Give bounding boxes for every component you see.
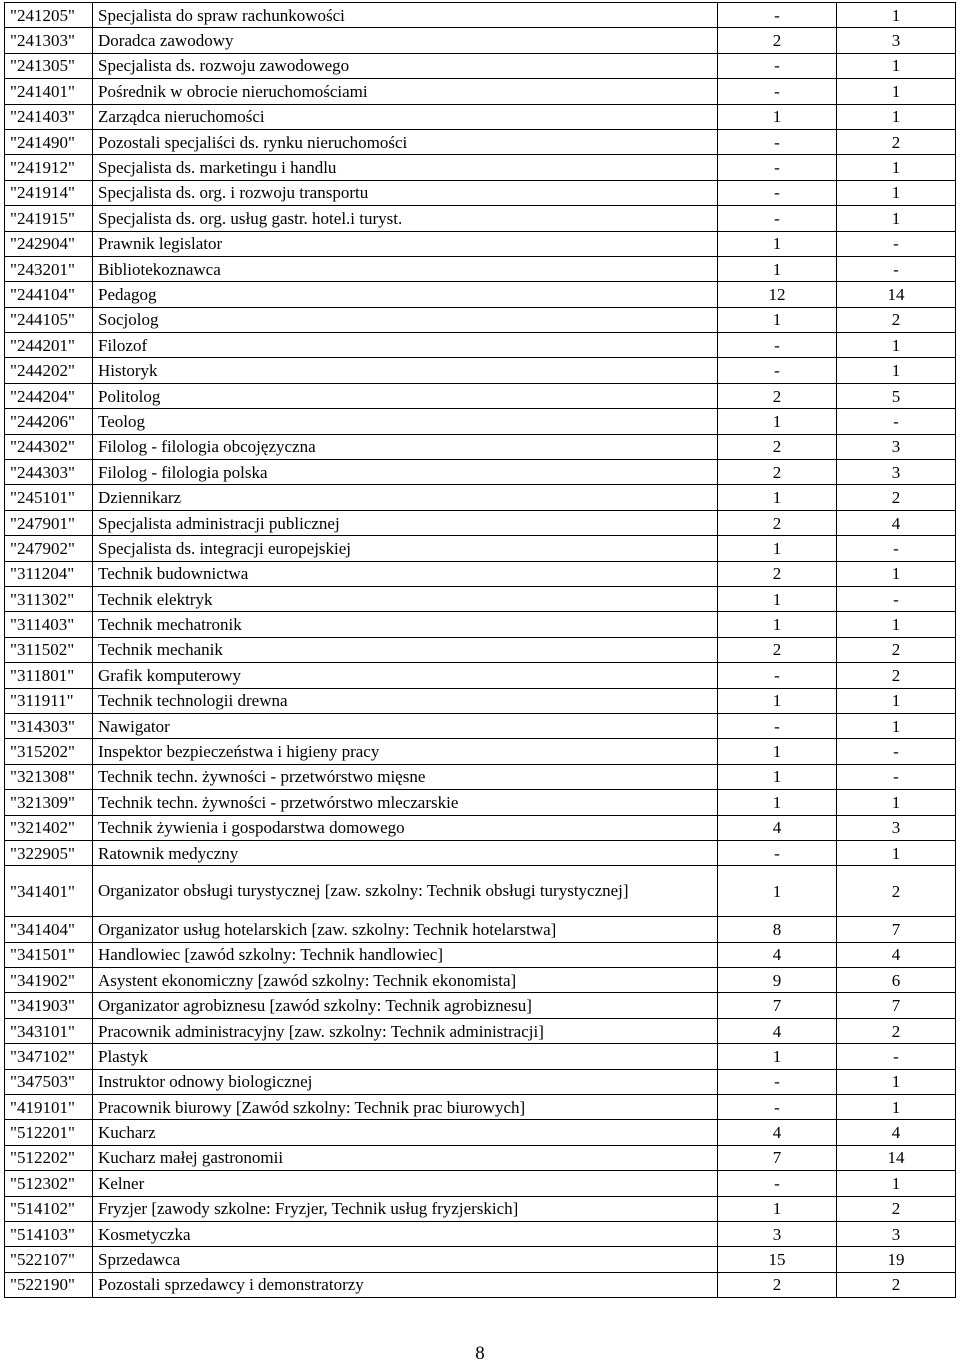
count-column-2-cell: 2 [837,307,956,332]
count-column-2-cell: 1 [837,180,956,205]
count-column-2-cell: 1 [837,333,956,358]
occupation-name-cell: Specjalista do spraw rachunkowości [93,3,718,28]
occupation-name-cell: Pozostali sprzedawcy i demonstratorzy [93,1272,718,1297]
occupations-table-body [5,3,956,1298]
occupation-code-cell: "241305" [5,53,93,78]
table-row [5,1171,956,1196]
occupation-name-cell: Technik żywienia i gospodarstwa domowego [93,815,718,840]
count-column-2-cell: - [837,764,956,789]
occupation-code-cell: "241205" [5,3,93,28]
occupation-code-cell: "311403" [5,612,93,637]
occupation-name-cell: Technik techn. żywności - przetwórstwo mięsne [93,764,718,789]
count-column-1-cell: 1 [718,307,837,332]
table-row [5,79,956,104]
count-column-2-cell: 2 [837,1196,956,1221]
occupation-code-cell: "314303" [5,713,93,738]
table-row [5,663,956,688]
occupation-code-cell: "522107" [5,1247,93,1272]
table-row [5,764,956,789]
count-column-1-cell: 7 [718,1145,837,1170]
occupation-name-cell: Politolog [93,383,718,408]
count-column-1-cell: 1 [718,764,837,789]
count-column-2-cell: 4 [837,510,956,535]
table-row [5,942,956,967]
occupation-code-cell: "311502" [5,637,93,662]
count-column-1-cell: - [718,1095,837,1120]
occupation-code-cell: "241915" [5,206,93,231]
count-column-1-cell: 1 [718,231,837,256]
occupation-code-cell: "242904" [5,231,93,256]
count-column-2-cell: 1 [837,1069,956,1094]
table-row [5,1120,956,1145]
occupation-code-cell: "241401" [5,79,93,104]
occupation-code-cell: "322905" [5,840,93,865]
count-column-2-cell: 14 [837,1145,956,1170]
count-column-2-cell: 2 [837,637,956,662]
count-column-2-cell: 1 [837,3,956,28]
count-column-1-cell: 15 [718,1247,837,1272]
occupation-name-cell: Technik elektryk [93,586,718,611]
occupation-name-cell: Technik technologii drewna [93,688,718,713]
table-row [5,333,956,358]
table-row [5,256,956,281]
occupations-table [4,2,956,1298]
occupation-code-cell: "241914" [5,180,93,205]
count-column-1-cell: 2 [718,383,837,408]
occupation-name-cell: Organizator usług hotelarskich [zaw. szkolny: Technik hotelarstwa] [93,917,718,942]
count-column-2-cell: 6 [837,968,956,993]
count-column-1-cell: 1 [718,1196,837,1221]
count-column-1-cell: 2 [718,510,837,535]
occupation-name-cell: Technik budownictwa [93,561,718,586]
occupation-code-cell: "514102" [5,1196,93,1221]
occupation-code-cell: "247902" [5,536,93,561]
occupation-code-cell: "311302" [5,586,93,611]
occupation-name-cell: Plastyk [93,1044,718,1069]
count-column-1-cell: 1 [718,586,837,611]
count-column-2-cell: - [837,586,956,611]
occupation-code-cell: "244105" [5,307,93,332]
count-column-1-cell: - [718,129,837,154]
count-column-1-cell: 2 [718,28,837,53]
count-column-2-cell: 3 [837,1221,956,1246]
occupation-name-cell: Pedagog [93,282,718,307]
count-column-1-cell: - [718,840,837,865]
occupation-code-cell: "244206" [5,409,93,434]
count-column-2-cell: 7 [837,917,956,942]
table-row [5,510,956,535]
count-column-1-cell: 2 [718,460,837,485]
count-column-1-cell: 7 [718,993,837,1018]
count-column-2-cell: 19 [837,1247,956,1272]
count-column-2-cell: 4 [837,1120,956,1145]
count-column-2-cell: 1 [837,713,956,738]
count-column-2-cell: 1 [837,104,956,129]
occupation-name-cell: Ratownik medyczny [93,840,718,865]
table-row [5,383,956,408]
occupation-name-cell: Historyk [93,358,718,383]
count-column-1-cell: 1 [718,1044,837,1069]
table-row [5,1018,956,1043]
occupation-name-cell: Nawigator [93,713,718,738]
count-column-2-cell: 1 [837,1095,956,1120]
occupation-code-cell: "311204" [5,561,93,586]
occupation-name-cell: Filolog - filologia polska [93,460,718,485]
occupation-name-cell: Pośrednik w obrocie nieruchomościami [93,79,718,104]
occupation-code-cell: "245101" [5,485,93,510]
occupation-name-cell: Zarządca nieruchomości [93,104,718,129]
occupation-name-cell: Filozof [93,333,718,358]
count-column-2-cell: 3 [837,434,956,459]
count-column-1-cell: 2 [718,561,837,586]
occupation-name-cell: Specjalista ds. org. usług gastr. hotel.i turyst. [93,206,718,231]
occupation-code-cell: "512202" [5,1145,93,1170]
table-row [5,104,956,129]
count-column-2-cell: 14 [837,282,956,307]
occupation-code-cell: "341501" [5,942,93,967]
table-row [5,53,956,78]
table-row [5,1196,956,1221]
table-row [5,206,956,231]
count-column-1-cell: - [718,333,837,358]
count-column-1-cell: - [718,53,837,78]
count-column-1-cell: 1 [718,739,837,764]
table-row [5,358,956,383]
count-column-1-cell: - [718,206,837,231]
table-row [5,993,956,1018]
occupation-code-cell: "341404" [5,917,93,942]
occupation-code-cell: "244104" [5,282,93,307]
occupation-code-cell: "311801" [5,663,93,688]
count-column-1-cell: 9 [718,968,837,993]
table-row [5,28,956,53]
occupation-code-cell: "244303" [5,460,93,485]
table-row [5,688,956,713]
table-row [5,485,956,510]
occupation-code-cell: "347102" [5,1044,93,1069]
occupation-code-cell: "243201" [5,256,93,281]
count-column-1-cell: 4 [718,942,837,967]
occupation-name-cell: Doradca zawodowy [93,28,718,53]
count-column-2-cell: 1 [837,53,956,78]
table-row [5,739,956,764]
count-column-1-cell: 1 [718,688,837,713]
occupation-name-cell: Technik mechanik [93,637,718,662]
table-row [5,409,956,434]
occupation-name-cell: Specjalista ds. org. i rozwoju transportu [93,180,718,205]
table-row [5,1221,956,1246]
count-column-1-cell: - [718,1171,837,1196]
count-column-1-cell: 4 [718,815,837,840]
count-column-2-cell: 1 [837,155,956,180]
count-column-2-cell: 1 [837,206,956,231]
count-column-1-cell: 4 [718,1018,837,1043]
count-column-2-cell: 1 [837,840,956,865]
table-row [5,917,956,942]
occupation-code-cell: "514103" [5,1221,93,1246]
table-row [5,713,956,738]
table-row [5,129,956,154]
count-column-1-cell: - [718,180,837,205]
occupation-code-cell: "311911" [5,688,93,713]
table-row [5,637,956,662]
count-column-1-cell: 2 [718,1272,837,1297]
count-column-1-cell: 2 [718,637,837,662]
table-row [5,1247,956,1272]
table-row [5,561,956,586]
table-row [5,790,956,815]
occupation-name-cell: Handlowiec [zawód szkolny: Technik handlowiec] [93,942,718,967]
occupation-code-cell: "419101" [5,1095,93,1120]
count-column-1-cell: - [718,713,837,738]
count-column-1-cell: 1 [718,790,837,815]
count-column-1-cell: 1 [718,536,837,561]
occupation-code-cell: "321308" [5,764,93,789]
occupation-code-cell: "244204" [5,383,93,408]
occupation-name-cell: Pozostali specjaliści ds. rynku nieruchomości [93,129,718,154]
count-column-2-cell: 2 [837,663,956,688]
table-row [5,866,956,917]
occupation-code-cell: "341903" [5,993,93,1018]
occupation-code-cell: "241403" [5,104,93,129]
occupation-code-cell: "241303" [5,28,93,53]
table-row [5,1095,956,1120]
occupation-name-cell: Kelner [93,1171,718,1196]
table-row [5,1272,956,1297]
count-column-2-cell: 3 [837,460,956,485]
count-column-1-cell: - [718,358,837,383]
table-row [5,815,956,840]
count-column-2-cell: - [837,231,956,256]
occupation-name-cell: Fryzjer [zawody szkolne: Fryzjer, Technik usług fryzjerskich] [93,1196,718,1221]
count-column-1-cell: 1 [718,409,837,434]
count-column-1-cell: 1 [718,866,837,917]
occupation-name-cell: Teolog [93,409,718,434]
table-row [5,434,956,459]
occupation-code-cell: "341902" [5,968,93,993]
occupation-name-cell: Specjalista ds. integracji europejskiej [93,536,718,561]
count-column-2-cell: - [837,536,956,561]
occupation-name-cell: Specjalista ds. rozwoju zawodowego [93,53,718,78]
occupation-name-cell: Socjolog [93,307,718,332]
count-column-1-cell: 2 [718,434,837,459]
table-row [5,1044,956,1069]
occupation-name-cell: Filolog - filologia obcojęzyczna [93,434,718,459]
count-column-2-cell: - [837,256,956,281]
count-column-1-cell: 1 [718,256,837,281]
occupation-code-cell: "321309" [5,790,93,815]
table-row [5,536,956,561]
occupation-name-cell: Technik mechatronik [93,612,718,637]
count-column-1-cell: 1 [718,485,837,510]
count-column-2-cell: 1 [837,358,956,383]
occupation-code-cell: "343101" [5,1018,93,1043]
occupation-name-cell: Grafik komputerowy [93,663,718,688]
occupation-name-cell: Asystent ekonomiczny [zawód szkolny: Technik ekonomista] [93,968,718,993]
count-column-2-cell: 7 [837,993,956,1018]
occupation-name-cell: Kucharz małej gastronomii [93,1145,718,1170]
occupation-code-cell: "315202" [5,739,93,764]
count-column-2-cell: 2 [837,1018,956,1043]
occupation-code-cell: "522190" [5,1272,93,1297]
occupation-name-cell: Organizator agrobiznesu [zawód szkolny: Technik agrobiznesu] [93,993,718,1018]
table-row [5,586,956,611]
occupation-code-cell: "341401" [5,866,93,917]
table-row [5,612,956,637]
occupation-name-cell: Specjalista ds. marketingu i handlu [93,155,718,180]
table-row [5,231,956,256]
table-row [5,155,956,180]
occupation-name-cell: Prawnik legislator [93,231,718,256]
table-row [5,282,956,307]
occupation-name-cell: Kucharz [93,1120,718,1145]
count-column-2-cell: 1 [837,612,956,637]
table-row [5,180,956,205]
occupation-code-cell: "512201" [5,1120,93,1145]
occupation-name-cell: Sprzedawca [93,1247,718,1272]
count-column-2-cell: 2 [837,485,956,510]
occupation-name-cell: Inspektor bezpieczeństwa i higieny pracy [93,739,718,764]
occupation-code-cell: "241490" [5,129,93,154]
occupation-name-cell: Organizator obsługi turystycznej [zaw. szkolny: Technik obsługi turystycznej] [93,866,718,917]
count-column-1-cell: - [718,79,837,104]
count-column-2-cell: - [837,739,956,764]
occupation-code-cell: "241912" [5,155,93,180]
count-column-2-cell: 5 [837,383,956,408]
table-row [5,3,956,28]
table-row [5,307,956,332]
count-column-2-cell: - [837,1044,956,1069]
count-column-2-cell: 1 [837,79,956,104]
occupation-code-cell: "244201" [5,333,93,358]
count-column-1-cell: 4 [718,1120,837,1145]
count-column-1-cell: 1 [718,612,837,637]
count-column-2-cell: 4 [837,942,956,967]
occupation-name-cell: Bibliotekoznawca [93,256,718,281]
count-column-1-cell: - [718,1069,837,1094]
table-row [5,840,956,865]
count-column-1-cell: 3 [718,1221,837,1246]
count-column-1-cell: 12 [718,282,837,307]
occupation-name-cell: Pracownik administracyjny [zaw. szkolny: Technik administracji] [93,1018,718,1043]
occupation-code-cell: "244302" [5,434,93,459]
occupation-name-cell: Specjalista administracji publicznej [93,510,718,535]
table-row [5,460,956,485]
table-row [5,1145,956,1170]
count-column-1-cell: - [718,155,837,180]
count-column-2-cell: 1 [837,561,956,586]
page-number: 8 [475,1343,485,1364]
count-column-2-cell: 3 [837,815,956,840]
count-column-2-cell: 3 [837,28,956,53]
count-column-2-cell: - [837,409,956,434]
count-column-1-cell: - [718,3,837,28]
occupation-name-cell: Pracownik biurowy [Zawód szkolny: Technik prac biurowych] [93,1095,718,1120]
count-column-2-cell: 1 [837,688,956,713]
occupation-code-cell: "244202" [5,358,93,383]
count-column-2-cell: 1 [837,790,956,815]
occupation-name-cell: Technik techn. żywności - przetwórstwo mleczarskie [93,790,718,815]
count-column-2-cell: 2 [837,129,956,154]
count-column-1-cell: - [718,663,837,688]
count-column-1-cell: 1 [718,104,837,129]
occupation-name-cell: Instruktor odnowy biologicznej [93,1069,718,1094]
count-column-2-cell: 2 [837,866,956,917]
table-row [5,1069,956,1094]
count-column-2-cell: 2 [837,1272,956,1297]
count-column-1-cell: 8 [718,917,837,942]
occupation-code-cell: "347503" [5,1069,93,1094]
occupation-code-cell: "512302" [5,1171,93,1196]
count-column-2-cell: 1 [837,1171,956,1196]
occupation-code-cell: "321402" [5,815,93,840]
table-row [5,968,956,993]
occupation-name-cell: Dziennikarz [93,485,718,510]
occupation-code-cell: "247901" [5,510,93,535]
occupation-name-cell: Kosmetyczka [93,1221,718,1246]
